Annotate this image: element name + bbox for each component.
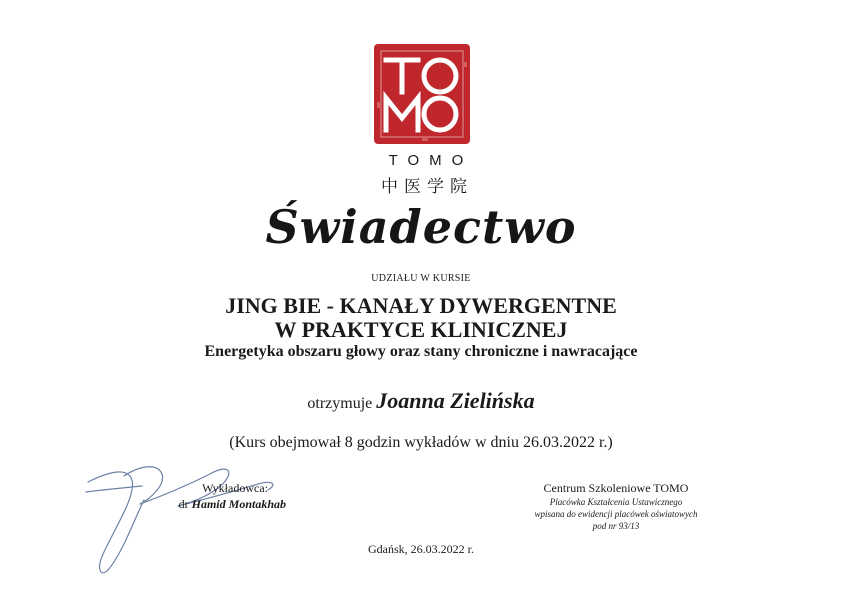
course-title-line-2: W PRAKTYCE KLINICZNEJ xyxy=(274,317,568,342)
organization-name: Centrum Szkoleniowe TOMO xyxy=(543,481,689,495)
lecturer-name: Hamid Montakhab xyxy=(191,497,286,511)
organization-line-3: pod nr 93/13 xyxy=(592,521,640,531)
recipient-name: Joanna Zielińska xyxy=(376,388,535,413)
course-hours-note: (Kurs obejmował 8 godzin wykładów w dniu 26.03.2022 r.) xyxy=(229,434,613,451)
lecturer-line xyxy=(120,497,286,512)
course-subtitle: Energetyka obszaru głowy oraz stany chroniczne i nawracające xyxy=(204,343,638,360)
recipient-line xyxy=(0,388,842,414)
lecturer-prefix: dr xyxy=(178,497,189,511)
certificate-title: Świadectwo xyxy=(265,200,577,254)
organization-line-1: Placówka Kształcenia Ustawicznego xyxy=(549,497,683,507)
certificate-subtitle: UDZIAŁU W KURSIE xyxy=(371,273,471,284)
place-date: Gdańsk, 26.03.2022 r. xyxy=(368,542,474,556)
brand-name: TOMO xyxy=(388,152,474,169)
organization-block xyxy=(500,481,732,532)
lecturer-signature xyxy=(82,456,302,584)
course-title-line-1: JING BIE - KANAŁY DYWERGENTNE xyxy=(225,293,617,318)
organization-line-2: wpisana do ewidencji placówek oświatowych xyxy=(534,509,698,519)
recipient-label: otrzymuje xyxy=(307,395,373,412)
brand-chinese-name: 中医学院 xyxy=(381,177,473,197)
lecturer-label: Wykładowca: xyxy=(202,481,268,495)
tomo-seal-logo xyxy=(372,42,472,146)
